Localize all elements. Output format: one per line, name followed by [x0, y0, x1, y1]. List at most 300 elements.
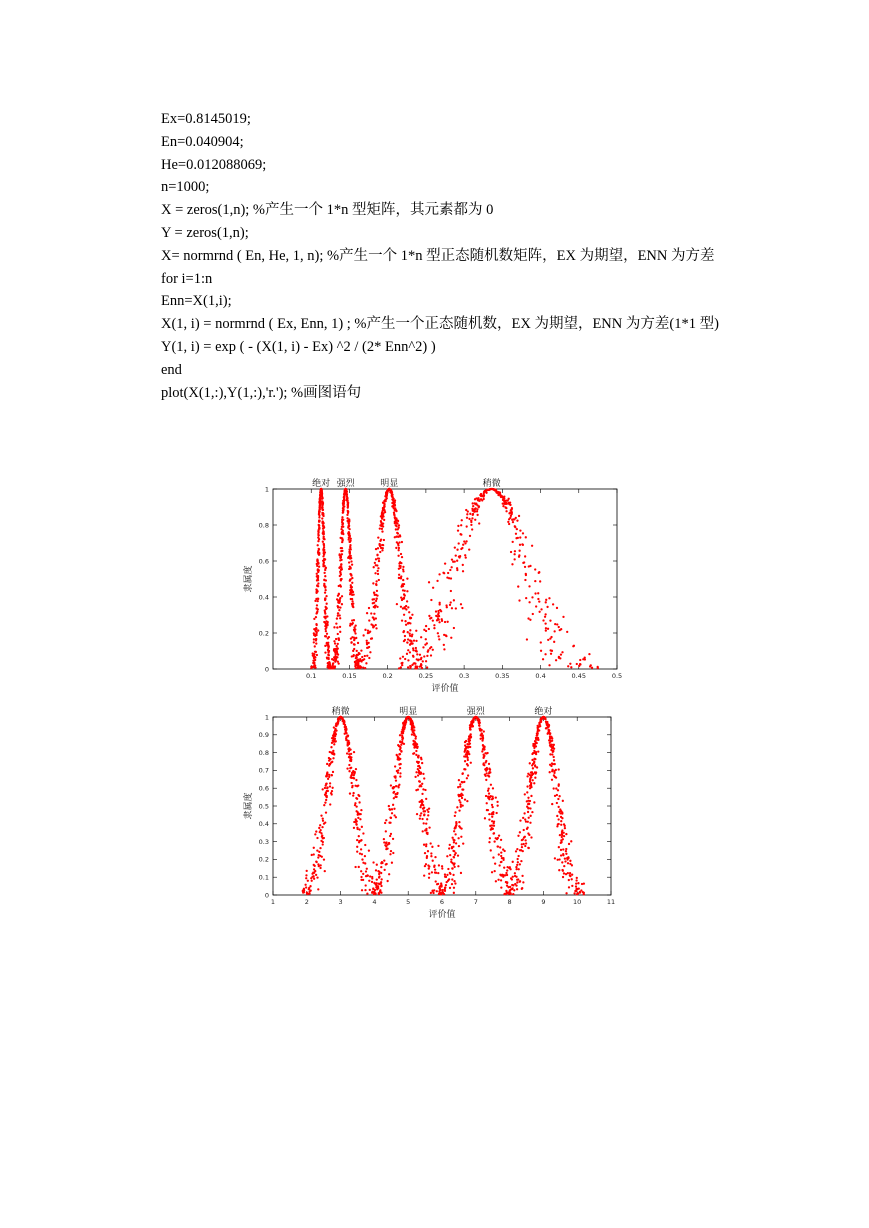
data-point [561, 833, 563, 835]
data-point [428, 581, 430, 583]
data-point [342, 509, 344, 511]
data-point [417, 774, 419, 776]
data-point [524, 839, 526, 841]
data-point [450, 637, 452, 639]
data-point [368, 850, 370, 852]
data-point [503, 867, 505, 869]
data-point [409, 622, 411, 624]
data-point [430, 852, 432, 854]
data-point [375, 869, 377, 871]
data-point [383, 519, 385, 521]
data-point [351, 785, 353, 787]
data-point [320, 815, 322, 817]
data-point [413, 662, 415, 664]
data-point [418, 761, 420, 763]
data-point [422, 788, 424, 790]
data-point [388, 808, 390, 810]
data-point [391, 862, 393, 864]
data-point [454, 560, 456, 562]
data-point [446, 881, 448, 883]
data-point [478, 719, 480, 721]
data-point [342, 531, 344, 533]
data-point [488, 763, 490, 765]
data-point [532, 773, 534, 775]
data-point [451, 846, 453, 848]
data-point [470, 521, 472, 523]
data-point [486, 772, 488, 774]
data-point [436, 890, 438, 892]
data-point [374, 605, 376, 607]
data-point [549, 649, 551, 651]
data-point [462, 544, 464, 546]
data-point [305, 877, 307, 879]
data-point [512, 541, 514, 543]
data-point [413, 729, 415, 731]
data-point [430, 599, 432, 601]
data-point [344, 724, 346, 726]
data-point [521, 846, 523, 848]
data-point [313, 641, 315, 643]
data-point [335, 622, 337, 624]
data-point [312, 665, 314, 667]
data-point [514, 525, 516, 527]
data-point [461, 607, 463, 609]
data-point [557, 789, 559, 791]
data-point [410, 718, 412, 720]
data-point [347, 511, 349, 513]
data-point [388, 822, 390, 824]
data-point [443, 644, 445, 646]
data-point [399, 657, 401, 659]
data-point [381, 528, 383, 530]
data-point [317, 598, 319, 600]
data-point [324, 592, 326, 594]
data-point [341, 518, 343, 520]
data-point [549, 637, 551, 639]
data-point [524, 793, 526, 795]
data-point [338, 609, 340, 611]
data-point [516, 848, 518, 850]
data-point [537, 732, 539, 734]
data-point [395, 547, 397, 549]
data-point [445, 604, 447, 606]
data-point [349, 556, 351, 558]
data-point [348, 764, 350, 766]
data-point [430, 654, 432, 656]
data-point [506, 503, 508, 505]
data-point [554, 763, 556, 765]
data-point [500, 887, 502, 889]
data-point [322, 820, 324, 822]
data-point [409, 616, 411, 618]
data-point [532, 613, 534, 615]
data-point [511, 884, 513, 886]
data-point [525, 820, 527, 822]
data-point [332, 757, 334, 759]
data-point [569, 860, 571, 862]
data-point [350, 782, 352, 784]
data-point [393, 513, 395, 515]
data-point [375, 627, 377, 629]
data-point [515, 876, 517, 878]
data-point [398, 574, 400, 576]
data-point [378, 560, 380, 562]
data-point [355, 779, 357, 781]
data-point [444, 562, 446, 564]
data-point [313, 657, 315, 659]
data-point [511, 563, 513, 565]
data-point [334, 729, 336, 731]
data-point [357, 813, 359, 815]
data-point [334, 656, 336, 658]
data-point [345, 732, 347, 734]
data-point [525, 536, 527, 538]
data-point [563, 872, 565, 874]
data-point [396, 519, 398, 521]
data-point [402, 566, 404, 568]
data-point [515, 533, 517, 535]
data-point [331, 774, 333, 776]
data-point [323, 544, 325, 546]
data-point [366, 868, 368, 870]
data-point [552, 603, 554, 605]
data-point [557, 798, 559, 800]
series-label: 绝对 [312, 479, 331, 489]
data-point [399, 565, 401, 567]
data-point [453, 856, 455, 858]
data-point [347, 744, 349, 746]
data-point [489, 837, 491, 839]
data-point [380, 866, 382, 868]
data-point [520, 860, 522, 862]
x-tick-label: 0.4 [535, 672, 546, 680]
data-point [519, 544, 521, 546]
data-point [364, 655, 366, 657]
data-point [533, 801, 535, 803]
data-point [389, 835, 391, 837]
data-point [371, 881, 373, 883]
data-point [500, 495, 502, 497]
data-point [434, 868, 436, 870]
data-point [510, 888, 512, 890]
data-point [434, 856, 436, 858]
data-point [428, 615, 430, 617]
data-point [556, 802, 558, 804]
data-point [531, 759, 533, 761]
data-point [335, 725, 337, 727]
data-point [406, 590, 408, 592]
data-point [356, 827, 358, 829]
data-point [396, 603, 398, 605]
data-point [571, 864, 573, 866]
data-point [350, 598, 352, 600]
data-point [476, 508, 478, 510]
data-point [553, 744, 555, 746]
data-point [422, 773, 424, 775]
data-point [316, 654, 318, 656]
data-point [324, 870, 326, 872]
data-point [426, 818, 428, 820]
data-point [488, 768, 490, 770]
data-point [436, 580, 438, 582]
data-point [487, 790, 489, 792]
data-point [496, 492, 498, 494]
data-point [313, 847, 315, 849]
data-point [376, 878, 378, 880]
data-point [459, 826, 461, 828]
data-point [348, 519, 350, 521]
data-point [349, 755, 351, 757]
data-point [360, 876, 362, 878]
data-point [318, 854, 320, 856]
data-point [398, 667, 400, 669]
data-point [356, 839, 358, 841]
data-point [559, 834, 561, 836]
data-point [331, 790, 333, 792]
data-point [445, 884, 447, 886]
data-point [506, 499, 508, 501]
data-point [580, 889, 582, 891]
data-point [491, 804, 493, 806]
data-point [522, 562, 524, 564]
data-point [462, 570, 464, 572]
data-point [529, 781, 531, 783]
data-point [545, 627, 547, 629]
data-point [390, 784, 392, 786]
data-point [471, 528, 473, 530]
data-point [419, 814, 421, 816]
data-point [355, 657, 357, 659]
data-point [409, 629, 411, 631]
data-point [436, 883, 438, 885]
data-point [347, 740, 349, 742]
data-point [443, 634, 445, 636]
data-point [493, 821, 495, 823]
data-point [482, 754, 484, 756]
data-point [529, 807, 531, 809]
data-point [529, 565, 531, 567]
data-point [537, 750, 539, 752]
data-point [571, 878, 573, 880]
data-point [469, 728, 471, 730]
data-point [522, 881, 524, 883]
data-point [545, 727, 547, 729]
data-point [343, 493, 345, 495]
data-point [316, 849, 318, 851]
data-point [330, 746, 332, 748]
x-tick-label: 0.25 [418, 672, 434, 680]
data-point [400, 562, 402, 564]
data-point [355, 797, 357, 799]
data-point [348, 770, 350, 772]
data-point [332, 750, 334, 752]
data-point [456, 806, 458, 808]
data-point [526, 775, 528, 777]
data-point [345, 736, 347, 738]
data-point [437, 632, 439, 634]
data-point [389, 489, 391, 491]
data-point [582, 658, 584, 660]
data-point [324, 802, 326, 804]
data-point [562, 870, 564, 872]
data-point [306, 870, 308, 872]
data-point [319, 491, 321, 493]
data-point [531, 764, 533, 766]
data-point [332, 771, 334, 773]
data-point [489, 771, 491, 773]
data-point [321, 856, 323, 858]
data-point [315, 623, 317, 625]
data-point [423, 777, 425, 779]
data-point [367, 632, 369, 634]
code-line: Enn=X(1,i); [161, 293, 232, 310]
data-point [524, 845, 526, 847]
code-line: X(1, i) = normrnd ( Ex, Enn, 1) ; %产生一个正态随机数，EX 为期望，ENN 为方差(1*1 型) [161, 316, 719, 333]
data-point [521, 543, 523, 545]
data-point [364, 667, 366, 669]
data-point [322, 512, 324, 514]
data-point [366, 655, 368, 657]
data-point [325, 811, 327, 813]
data-point [405, 608, 407, 610]
data-point [522, 817, 524, 819]
y-axis-label: 隶属度 [244, 792, 254, 820]
data-point [526, 785, 528, 787]
code-line: for i=1:n [161, 270, 213, 287]
data-point [526, 791, 528, 793]
data-point [532, 767, 534, 769]
data-point [432, 619, 434, 621]
data-point [340, 578, 342, 580]
x-tick-label: 5 [406, 898, 411, 906]
data-point [457, 530, 459, 532]
data-point [493, 840, 495, 842]
data-point [521, 875, 523, 877]
data-point [415, 735, 417, 737]
data-point [428, 628, 430, 630]
data-point [534, 592, 536, 594]
data-point [432, 860, 434, 862]
data-point [478, 506, 480, 508]
data-point [461, 797, 463, 799]
data-point [506, 882, 508, 884]
data-point [517, 585, 519, 587]
data-point [491, 824, 493, 826]
y-axis-label: 隶属度 [244, 565, 254, 593]
data-point [369, 889, 371, 891]
data-point [499, 846, 501, 848]
data-point [318, 521, 320, 523]
data-point [423, 814, 425, 816]
data-point [411, 633, 413, 635]
data-point [316, 861, 318, 863]
data-point [562, 876, 564, 878]
data-point [356, 664, 358, 666]
data-point [505, 890, 507, 892]
data-point [422, 830, 424, 832]
data-point [555, 659, 557, 661]
data-point [426, 666, 428, 668]
data-point [452, 874, 454, 876]
data-point [425, 625, 427, 627]
data-point [517, 537, 519, 539]
data-point [321, 826, 323, 828]
data-point [485, 795, 487, 797]
data-point [464, 798, 466, 800]
data-point [466, 755, 468, 757]
y-tick-label: 0.2 [258, 855, 269, 864]
data-point [388, 805, 390, 807]
data-point [349, 565, 351, 567]
data-point [429, 647, 431, 649]
data-point [361, 858, 363, 860]
data-point [575, 885, 577, 887]
data-point [377, 557, 379, 559]
data-point [458, 810, 460, 812]
data-point [318, 553, 320, 555]
data-point [384, 822, 386, 824]
data-point [533, 758, 535, 760]
data-point [352, 792, 354, 794]
data-point [488, 792, 490, 794]
data-point [318, 527, 320, 529]
data-point [377, 536, 379, 538]
data-point [356, 851, 358, 853]
data-point [492, 832, 494, 834]
x-tick-label: 4 [372, 898, 377, 906]
data-point [311, 854, 313, 856]
data-point [455, 554, 457, 556]
data-point [350, 588, 352, 590]
data-point [558, 768, 560, 770]
data-point [375, 583, 377, 585]
data-point [314, 833, 316, 835]
data-point [482, 744, 484, 746]
data-point [372, 888, 374, 890]
data-point [353, 648, 355, 650]
data-point [464, 760, 466, 762]
data-point [351, 619, 353, 621]
data-point [375, 548, 377, 550]
data-point [353, 751, 355, 753]
data-point [402, 631, 404, 633]
data-point [335, 659, 337, 661]
data-point [568, 886, 570, 888]
data-point [561, 861, 563, 863]
data-point [454, 882, 456, 884]
data-point [477, 498, 479, 500]
data-point [524, 579, 526, 581]
data-point [469, 535, 471, 537]
data-point [484, 752, 486, 754]
data-point [460, 806, 462, 808]
data-point [323, 526, 325, 528]
data-point [385, 492, 387, 494]
data-point [388, 873, 390, 875]
data-point [463, 755, 465, 757]
data-point [519, 831, 521, 833]
data-point [453, 841, 455, 843]
data-point [515, 850, 517, 852]
data-point [371, 877, 373, 879]
data-point [549, 737, 551, 739]
data-point [577, 882, 579, 884]
data-point [562, 848, 564, 850]
data-point [376, 888, 378, 890]
data-point [437, 618, 439, 620]
data-point [500, 861, 502, 863]
data-point [547, 723, 549, 725]
